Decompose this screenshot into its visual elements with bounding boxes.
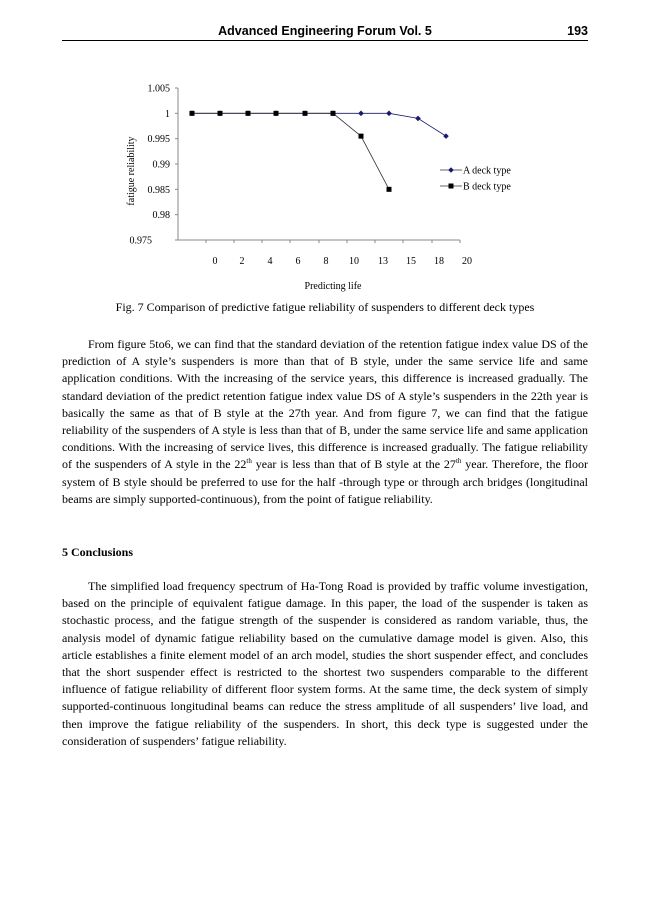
y-tick-label: 0.995 xyxy=(147,134,170,146)
legend-marker-a xyxy=(448,167,454,173)
y-tick-label: 1 xyxy=(165,108,170,120)
paragraph-1-text-c: year. Therefore, the floor system of B style should be preferred to use for the half -through type or through arch bridges (longitudinal beams are simply supported-continuous), from the point of fatigue reliability. xyxy=(62,457,588,506)
data-point-a xyxy=(386,111,392,117)
data-point-b xyxy=(359,134,364,139)
series-line-a xyxy=(192,113,446,136)
superscript-th-2: th xyxy=(455,457,462,466)
data-point-b xyxy=(246,111,251,116)
series-line-b xyxy=(192,113,389,189)
y-tick-label: 0.98 xyxy=(152,210,170,222)
y-tick-label: 1.005 xyxy=(147,83,170,95)
y-tick-label: 0.99 xyxy=(152,159,170,171)
data-point-b xyxy=(331,111,336,116)
data-point-a xyxy=(358,111,364,117)
section-heading-conclusions: 5 Conclusions xyxy=(62,545,134,559)
paragraph-1-text-b: year is less than that of B style at the 27 xyxy=(251,457,456,472)
x-tick-label: 13 xyxy=(378,256,388,267)
y-tick-label: 0.985 xyxy=(147,184,170,196)
data-point-b xyxy=(387,187,392,192)
superscript-th-1: th xyxy=(246,457,252,466)
journal-title: Advanced Engineering Forum Vol. 5 xyxy=(218,24,432,38)
x-tick-label: 18 xyxy=(434,256,444,267)
y-axis-title: fatigue reliability xyxy=(126,136,137,206)
x-tick-label: 2 xyxy=(239,256,245,267)
x-tick-label: 10 xyxy=(349,256,359,267)
data-point-a xyxy=(443,133,449,139)
x-tick-label: 0 xyxy=(212,256,218,267)
fatigue-reliability-chart xyxy=(0,0,650,300)
page-number: 193 xyxy=(567,24,588,38)
x-axis-title: Predicting life xyxy=(304,281,362,292)
figure-caption: Fig. 7 Comparison of predictive fatigue reliability of suspenders to different deck types xyxy=(115,300,535,314)
legend-label: A deck type xyxy=(463,165,511,177)
body-paragraph-2: The simplified load frequency spectrum of Ha-Tong Road is provided by traffic volume investigation, based on the principle of equivalent fatigue damage. In this paper, the load of the suspender is taken as stochastic process, and the fatigue strength of the suspender is considered as random variable, thus, the analysis model of dynamic fatigue reliability based on the cumulative damage model is given. Also, this article establishes a finite element model of an arch model, studies the short suspender effect, and concludes that the short suspender effect is restricted to the shortest two suspenders comparable to the different influence of fatigue reliability of different floor system forms. At the same time, the deck system of simply supported-continuous longitudinal beams can reduce the stress amplitude of all suspenders’ live load, and then improve the fatigue reliability of the suspenders. In short, this deck type is suggested under the consideration of suspenders’ fatigue reliability. xyxy=(62,579,588,748)
x-tick-label: 6 xyxy=(295,256,301,267)
body-paragraph-1 xyxy=(62,336,588,508)
x-tick-label: 8 xyxy=(323,256,329,267)
data-point-b xyxy=(303,111,308,116)
data-point-a xyxy=(415,116,421,122)
data-point-b xyxy=(218,111,223,116)
y-tick-label: 0.975 xyxy=(129,235,152,247)
x-tick-label: 4 xyxy=(267,256,273,267)
x-tick-label: 20 xyxy=(462,256,472,267)
legend-label: B deck type xyxy=(463,181,511,193)
data-point-b xyxy=(274,111,279,116)
x-tick-label: 15 xyxy=(406,256,416,267)
paragraph-1-text-a: From figure 5to6, we can find that the standard deviation of the retention fatigue index value DS of the prediction of A style’s suspenders is more than that of B style, under the same service life and same application conditions. With the increasing of the service years, this difference is increased gradually. The standard deviation of the predict retention fatigue index value DS of A style’s suspenders in the 22th year is basically the same as that of B style at the 27th year. And from figure 7, we can find that the fatigue reliability of the suspenders of A style is less than that of B, under the same service life and same application conditions. With the increasing of service lives, this difference is increased gradually. The fatigue reliability of the suspenders of A style in the 22 xyxy=(62,337,588,472)
legend-marker-b xyxy=(449,184,454,189)
data-point-b xyxy=(190,111,195,116)
